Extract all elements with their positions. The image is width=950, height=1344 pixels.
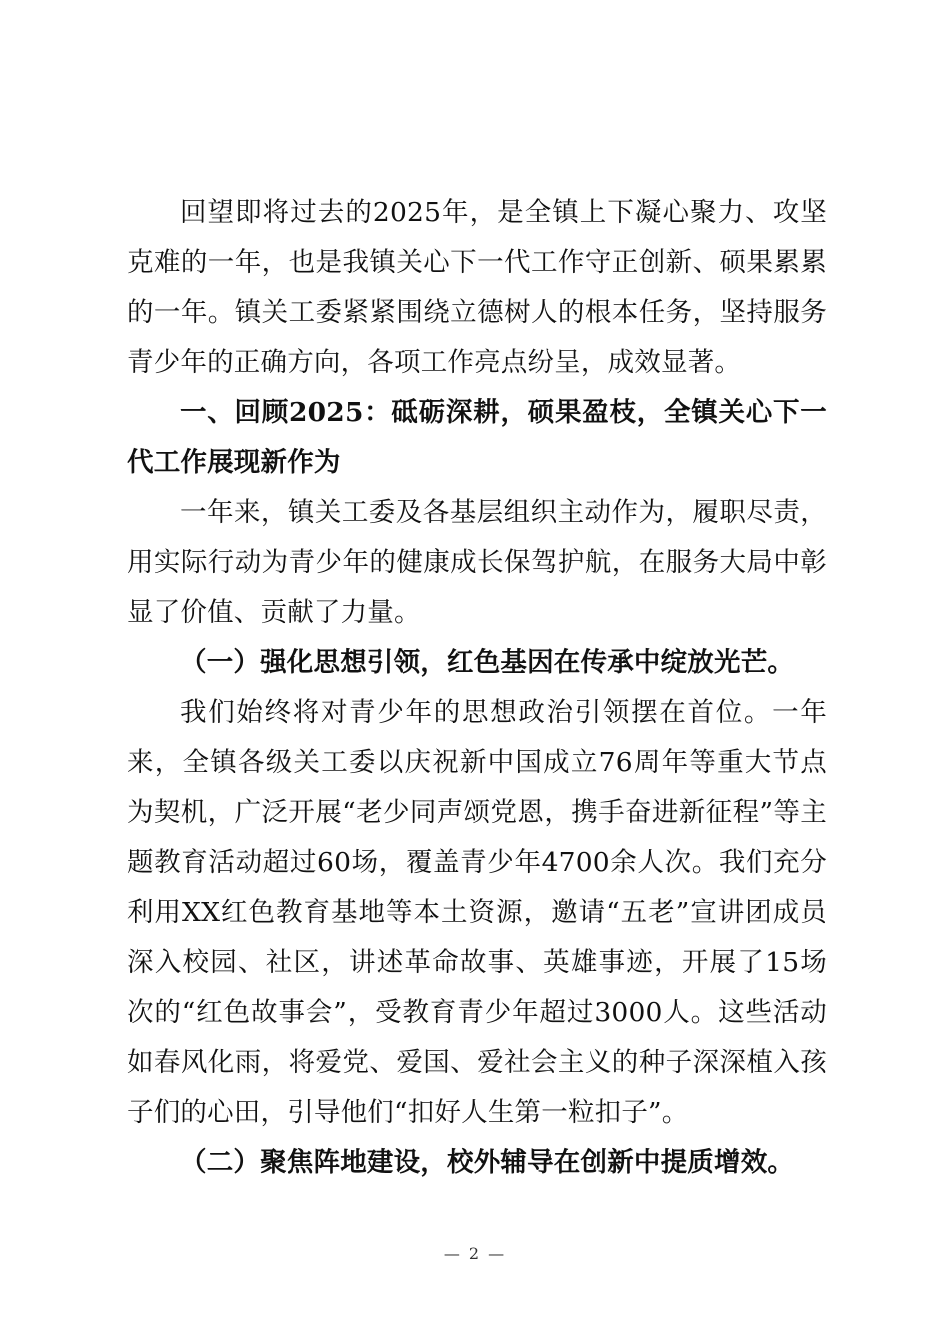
subsection-heading-1: （一）强化思想引领，红色基因在传承中绽放光芒。 <box>180 647 795 678</box>
document-body <box>127 188 827 1188</box>
section-heading-1: 一、回顾2025：砥砺深耕，硕果盈枝，全镇关心下一代工作展现新作为 <box>127 397 827 478</box>
subsection-1-paragraph: 我们始终将对青少年的思想政治引领摆在首位。一年来，全镇各级关工委以庆祝新中国成立76周年等重大节点为契机，广泛开展“老少同声颂党恩，携手奋进新征程”等主题教育活动超过60场，覆盖青少年4700余人次。我们充分利用XX红色教育基地等本土资源，邀请“五老”宣讲团成员深入校园、社区，讲述革命故事、英雄事迹，开展了15场次的“红色故事会”，受教育青少年超过3000人。这些活动如春风化雨，将爱党、爱国、爱社会主义的种子深深植入孩子们的心田，引导他们“扣好人生第一粒扣子”。 <box>127 697 827 1128</box>
subsection-heading-2: （二）聚焦阵地建设，校外辅导在创新中提质增效。 <box>180 1147 795 1178</box>
section-1-intro-paragraph: 一年来，镇关工委及各基层组织主动作为，履职尽责，用实际行动为青少年的健康成长保驾护航，在服务大局中彰显了价值、贡献了力量。 <box>127 497 827 628</box>
intro-paragraph: 回望即将过去的2025年，是全镇上下凝心聚力、攻坚克难的一年，也是我镇关心下一代工作守正创新、硕果累累的一年。镇关工委紧紧围绕立德树人的根本任务，坚持服务青少年的正确方向，各项工作亮点纷呈，成效显著。 <box>127 197 827 378</box>
page-number: — 2 — <box>443 1244 507 1263</box>
